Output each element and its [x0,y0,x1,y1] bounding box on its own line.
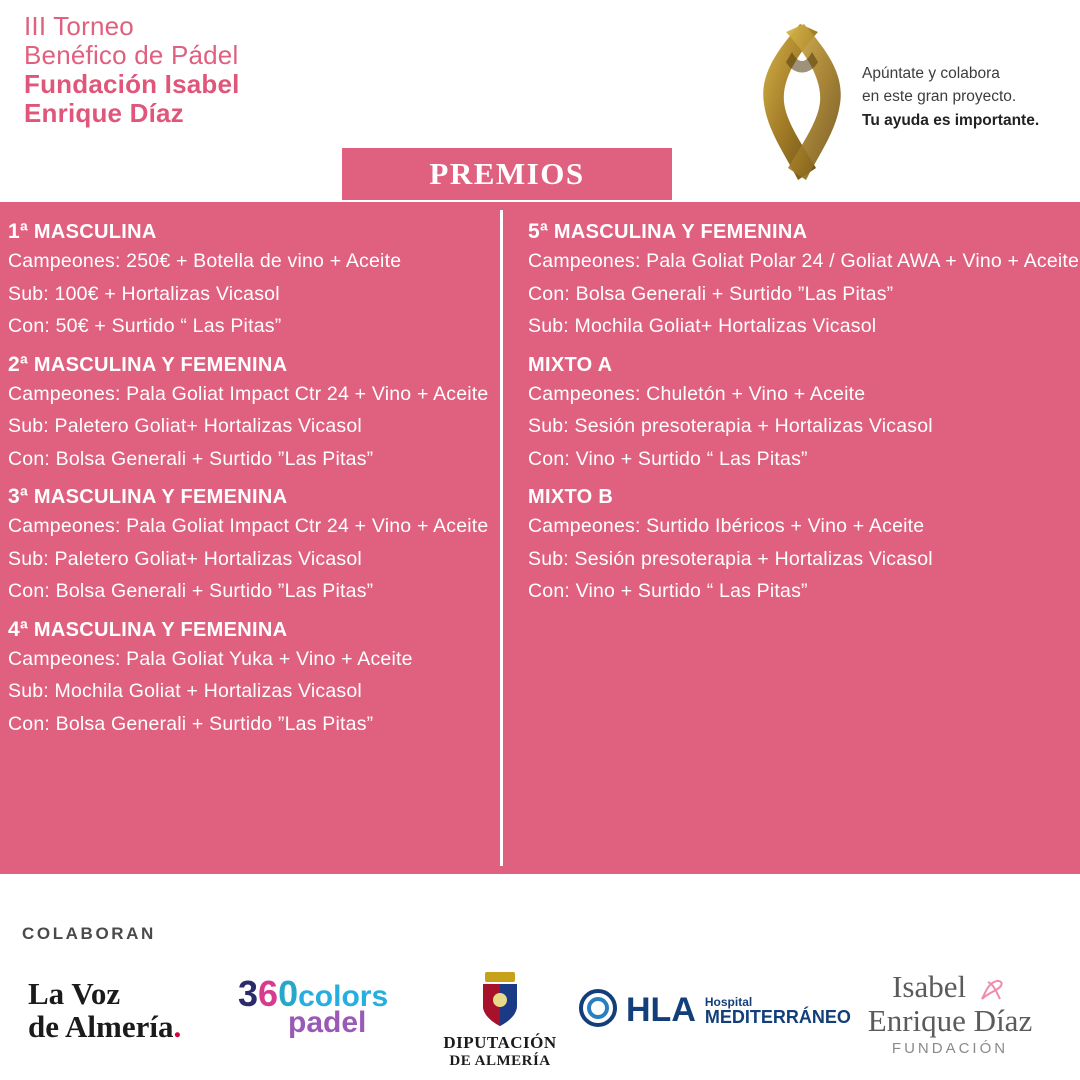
la-voz-dot: . [173,1008,182,1044]
logo-hla-hospital-mediterraneo [578,988,851,1033]
prize-category [8,618,500,735]
poster-header [0,0,1080,202]
prize-category-ordinal: 3ª [8,485,29,508]
prize-category [528,220,1080,337]
prize-line: Con: Bolsa Generali + Surtido ”Las Pitas” [8,712,374,735]
prize-line: Sub: Mochila Goliat+ Hortalizas Vicasol [528,315,877,337]
prize-category-name: MASCULINA Y FEMENINA [33,618,288,641]
hla-wordmark: HLA [626,991,696,1029]
prize-line: Campeones: Pala Goliat Polar 24 / Goliat AWA + Vino + Aceite [528,250,1080,272]
logo-la-voz-de-almeria [28,978,181,1043]
logo-diputacion-almeria [440,970,560,1070]
prize-category-ordinal: 1ª [8,220,29,243]
prize-category-title [8,485,500,509]
prize-line: Con: 50€ + Surtido “ Las Pitas” [8,315,282,337]
prize-category-name: MASCULINA Y FEMENINA [553,221,808,243]
prize-category [8,220,500,337]
call-to-action-text [862,62,1072,132]
prize-line: Con: Bolsa Generali + Surtido ”Las Pitas” [528,282,894,305]
appeal-line-1: Apúntate y colabora [862,65,1000,82]
diputacion-line-1: DIPUTACIÓN [443,1033,557,1052]
sponsor-logos [0,970,1080,1080]
coat-of-arms-icon [440,970,560,1033]
prize-line: Sub: Paletero Goliat+ Hortalizas Vicasol [8,547,362,570]
event-title-line-2: Benéfico de Pádel [24,40,239,71]
prize-category-title [528,220,1080,244]
hla-subtitle-1: Hospital [704,994,753,1009]
prize-line: Campeones: Chuletón + Vino + Aceite [528,382,866,405]
hla-subtitle [705,996,851,1026]
prize-line: Campeones: Surtido Ibéricos + Vino + Aceite [528,515,925,537]
prize-category [8,353,500,470]
prizes-column-right [500,202,1080,874]
prize-category-name: MIXTO A [528,353,613,376]
prize-line: Con: Vino + Surtido “ Las Pitas” [528,580,808,602]
prize-line: Con: Vino + Surtido “ Las Pitas” [528,447,808,470]
prize-category-name: MASCULINA Y FEMENINA [33,353,288,376]
prize-line: Campeones: Pala Goliat Impact Ctr 24 + Vino + Aceite [8,382,489,405]
prize-category [528,353,1080,470]
logo-360-padel-word: padel [288,1006,367,1039]
prize-line: Sub: Sesión presoterapia + Hortalizas Vicasol [528,415,933,437]
premios-banner-label: PREMIOS [429,156,585,191]
appeal-line-3: Tu ayuda es importante. [862,111,1040,129]
logo-fundacion-isabel-enrique-diaz [830,970,1070,1057]
la-voz-line-2: de Almería. [28,1008,182,1044]
logo-360-colors-padel [238,973,418,1040]
prize-category [8,485,500,602]
prize-category-title [528,353,1080,377]
prize-category-name: MIXTO B [528,486,614,508]
la-voz-line-1: La Voz [28,976,121,1011]
pink-ribbon-icon [974,979,1008,1001]
prize-line: Sub: Sesión presoterapia + Hortalizas Vicasol [528,547,933,570]
prize-line: Campeones: Pala Goliat Impact Ctr 24 + Vino + Aceite [8,515,489,537]
logo-360-digit-0: 0 [278,973,299,1014]
prize-category-ordinal: 2ª [8,352,29,376]
prize-line: Sub: Mochila Goliat + Hortalizas Vicasol [8,680,362,702]
prize-line: Sub: Paletero Goliat+ Hortalizas Vicasol [8,415,362,437]
poster-footer [0,874,1080,1080]
prize-category-title [8,220,500,244]
prize-line: Con: Bolsa Generali + Surtido ”Las Pitas” [8,447,374,470]
event-title-line-3: Fundación Isabel [24,69,240,100]
prizes-section [0,202,1080,874]
prize-category [528,485,1080,602]
prize-category-name: MASCULINA [33,221,157,243]
prizes-column-left [0,202,500,874]
prize-category-ordinal: 4ª [8,617,29,641]
prize-category-name: MASCULINA Y FEMENINA [33,486,288,508]
awareness-ribbon-icon [742,8,862,188]
prize-category-title [528,485,1080,509]
premios-banner [342,148,672,200]
isabel-line-1: Isabel [830,970,1070,1004]
prize-category-ordinal: 5ª [528,220,549,243]
event-title-line-1: III Torneo [24,11,134,41]
appeal-line-2: en este gran proyecto. [862,88,1017,106]
prize-line: Campeones: 250€ + Botella de vino + Aceite [8,250,402,272]
prize-category-title [8,618,500,642]
event-title-line-4: Enrique Díaz [24,98,184,129]
logo-360-colors-word: colors [298,980,389,1013]
logo-360-digit-3: 3 [238,973,259,1014]
logo-360-digit-6: 6 [258,973,279,1014]
hla-circle-icon [578,988,618,1033]
prize-line: Con: Bolsa Generali + Surtido ”Las Pitas” [8,580,374,602]
prize-category-title [8,353,500,377]
isabel-line-3: FUNDACIÓN [891,1040,1009,1058]
isabel-line-2: Enrique Díaz [867,1003,1033,1039]
hla-subtitle-2: MEDITERRÁNEO [704,1006,851,1027]
prize-line: Sub: 100€ + Hortalizas Vicasol [8,282,280,305]
diputacion-line-2: DE ALMERÍA [449,1053,551,1069]
prize-line: Campeones: Pala Goliat Yuka + Vino + Aceite [8,647,413,670]
colaboran-label: COLABORAN [22,924,156,943]
event-title [24,12,240,128]
